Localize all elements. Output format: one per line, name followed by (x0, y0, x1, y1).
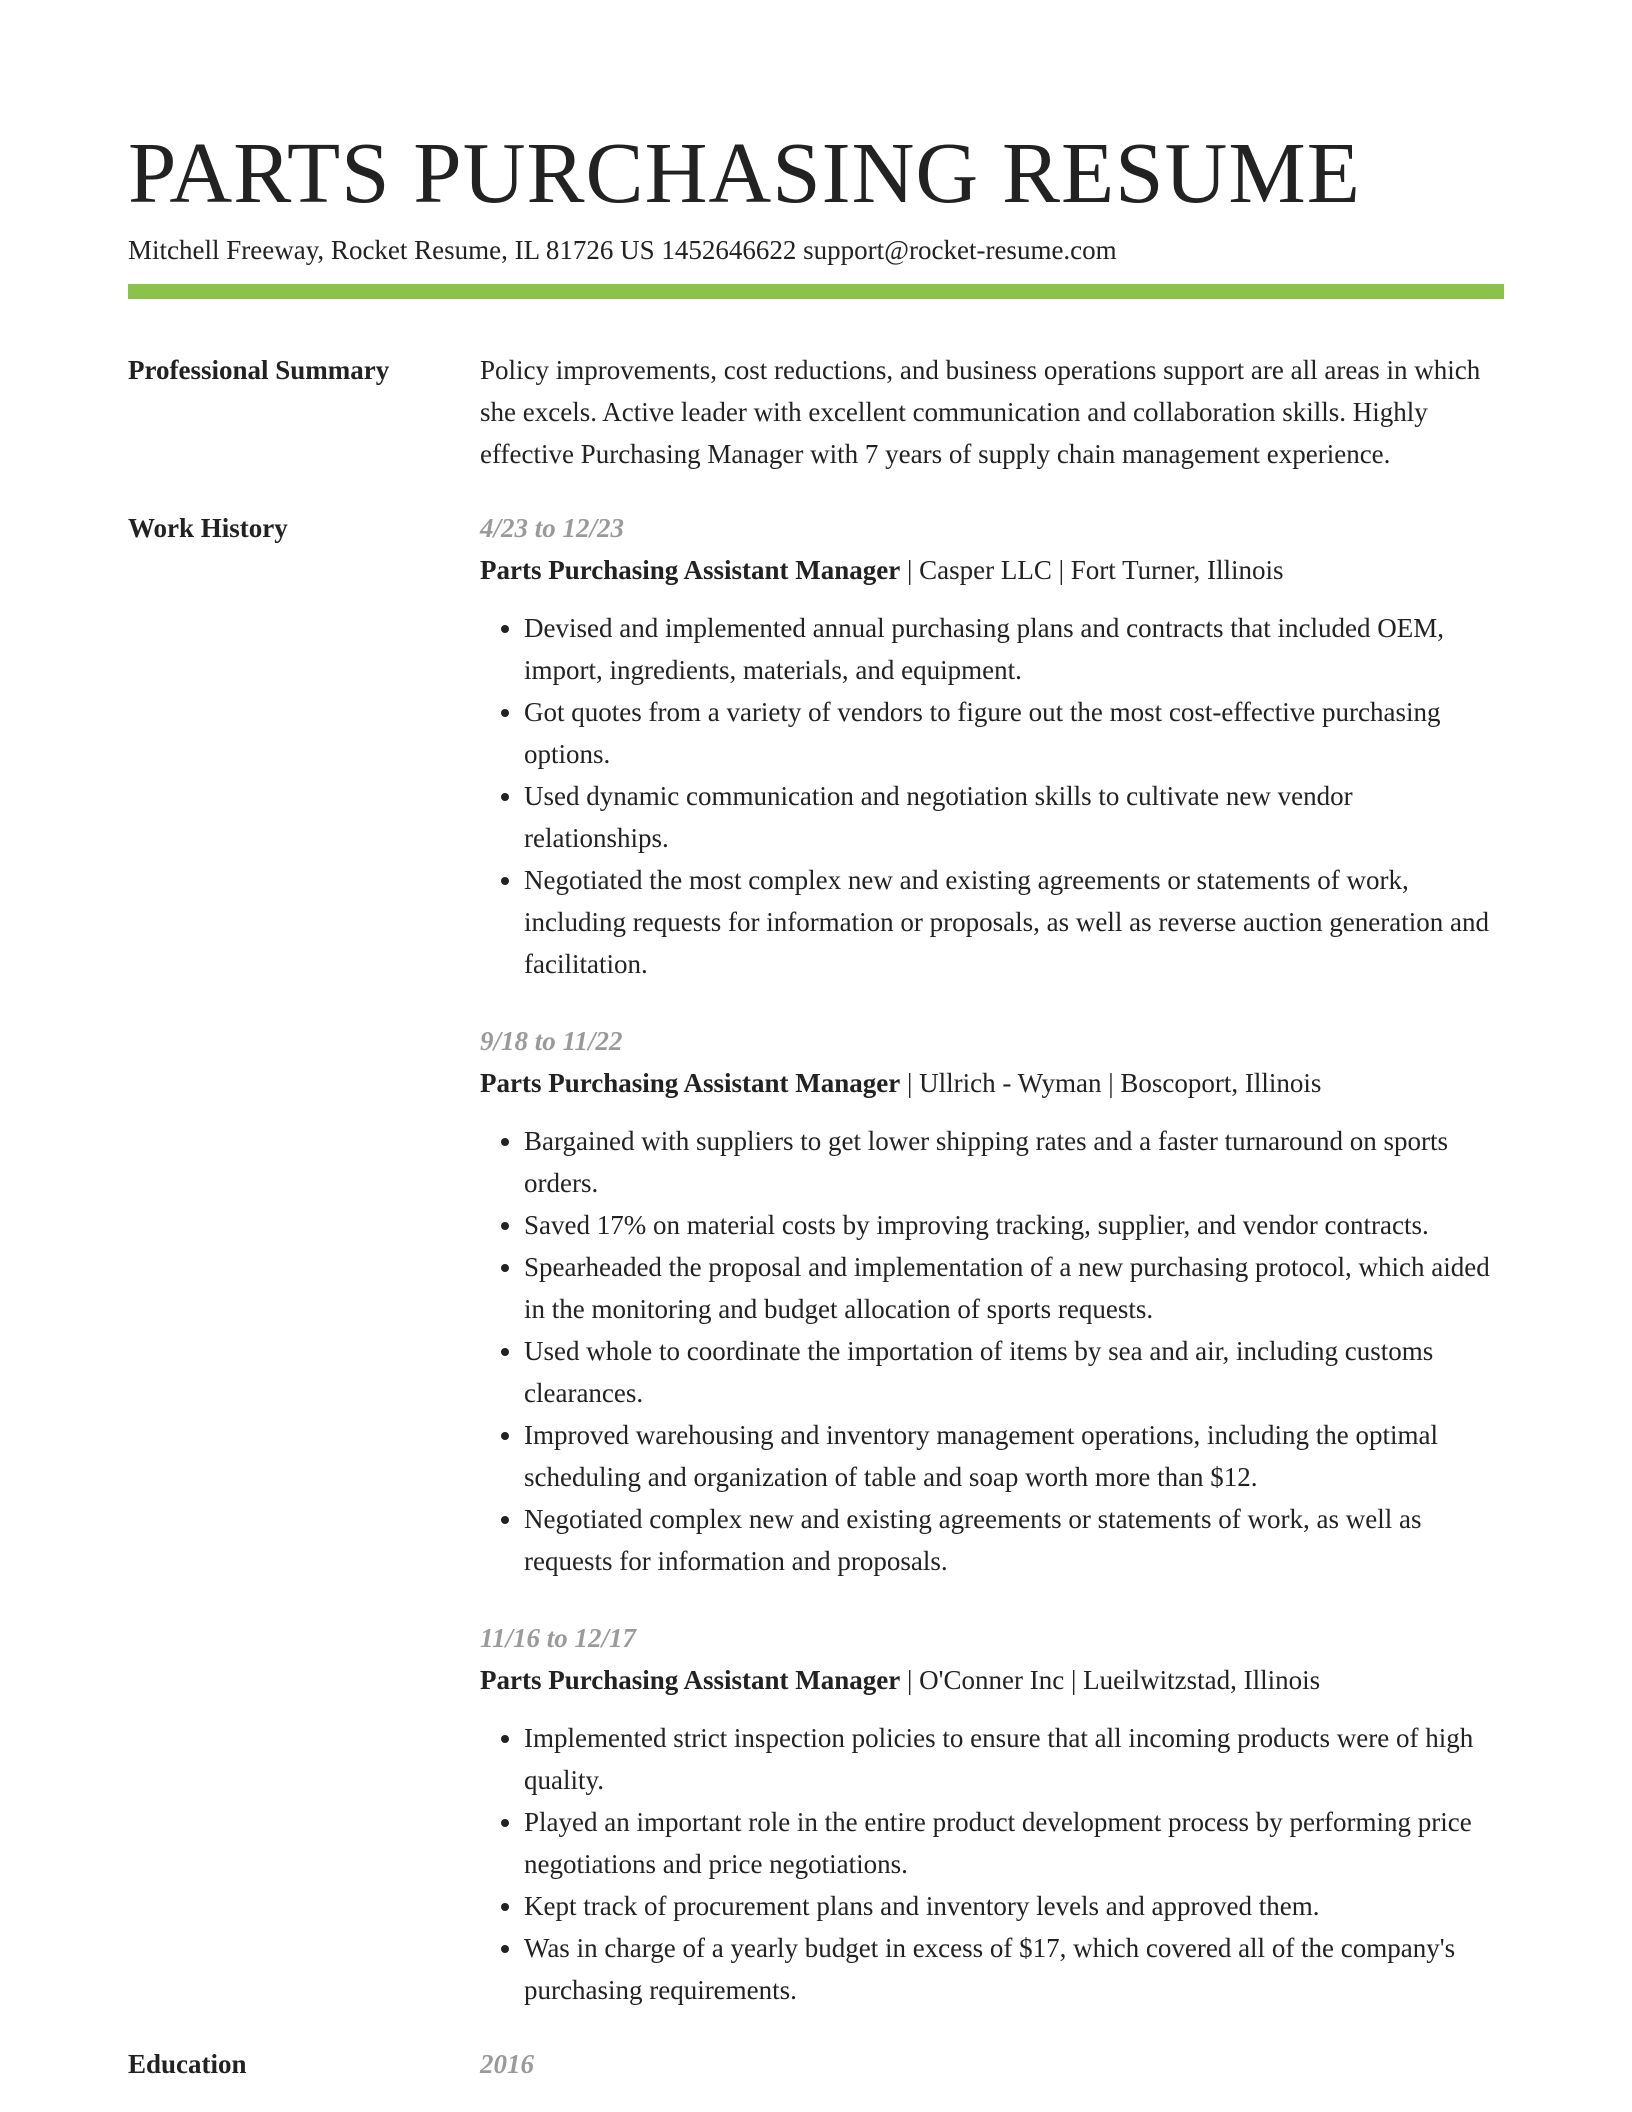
job-details: | Casper LLC | Fort Turner, Illinois (900, 555, 1284, 585)
job-entry (480, 1617, 1504, 2011)
jobs-list (480, 507, 1504, 2011)
bullet-item: • Played an important role in the entire product development process by performing price negotiations and price negotiations. (524, 1801, 1504, 1885)
resume-page (128, 118, 1504, 2085)
job-dates: 9/18 to 11/22 (480, 1026, 623, 1056)
education-section (128, 2043, 1504, 2085)
professional-summary-section (128, 349, 1504, 475)
section-label: Education (128, 2049, 247, 2079)
education-date: 2016 (480, 2049, 534, 2079)
bullet-item: • Implemented strict inspection policies to ensure that all incoming products were of high quality. (524, 1717, 1504, 1801)
bullet-item: • Used dynamic communication and negotiation skills to cultivate new vendor relationships. (524, 775, 1504, 859)
bullet-item: • Got quotes from a variety of vendors to figure out the most cost-effective purchasing options. (524, 691, 1504, 775)
job-dates: 11/16 to 12/17 (480, 1623, 637, 1653)
job-title: Parts Purchasing Assistant Manager (480, 555, 901, 585)
job-bullets (480, 1120, 1504, 1582)
job-bullets (480, 1717, 1504, 2011)
job-title-line (480, 1062, 1504, 1104)
job-title: Parts Purchasing Assistant Manager (480, 1665, 901, 1695)
bullet-item: • Negotiated the most complex new and existing agreements or statements of work, including requests for information or proposals, as well as reverse auction generation and facilitation. (524, 859, 1504, 985)
bullet-item: • Kept track of procurement plans and inventory levels and approved them. (524, 1885, 1504, 1927)
job-title-line (480, 549, 1504, 591)
bullet-item: • Saved 17% on material costs by improving tracking, supplier, and vendor contracts. (524, 1204, 1504, 1246)
bullet-item: • Improved warehousing and inventory management operations, including the optimal scheduling and organization of table and soap worth more than $12. (524, 1414, 1504, 1498)
job-details: | Ullrich - Wyman | Boscoport, Illinois (900, 1068, 1322, 1098)
summary-text: Policy improvements, cost reductions, and business operations support are all areas in which she excels. Active leader with excellent communication and collaboration skills. Highly effective Purchasing Manager with 7 years of supply chain management experience. (480, 355, 1481, 469)
work-history-section (128, 507, 1504, 2011)
job-bullets (480, 607, 1504, 985)
job-entry (480, 1020, 1504, 1582)
bullet-item: • Was in charge of a yearly budget in excess of $17, which covered all of the company's purchasing requirements. (524, 1927, 1504, 2011)
resume-title: PARTS PURCHASING RESUME (128, 124, 1361, 221)
job-entry (480, 507, 1504, 985)
job-title: Parts Purchasing Assistant Manager (480, 1068, 901, 1098)
bullet-item: • Negotiated complex new and existing agreements or statements of work, as well as requests for information and proposals. (524, 1498, 1504, 1582)
contact-line: Mitchell Freeway, Rocket Resume, IL 81726 US 1452646622 support@rocket-resume.com (128, 235, 1117, 265)
bullet-item: • Devised and implemented annual purchasing plans and contracts that included OEM, import, ingredients, materials, and equipment. (524, 607, 1504, 691)
job-details: | O'Conner Inc | Lueilwitzstad, Illinois (900, 1665, 1321, 1695)
job-dates: 4/23 to 12/23 (480, 513, 625, 543)
bullet-item: • Bargained with suppliers to get lower shipping rates and a faster turnaround on sports orders. (524, 1120, 1504, 1204)
accent-divider (128, 284, 1504, 299)
section-label: Work History (128, 513, 288, 543)
bullet-item: • Spearheaded the proposal and implementation of a new purchasing protocol, which aided in the monitoring and budget allocation of sports requests. (524, 1246, 1504, 1330)
job-title-line (480, 1659, 1504, 1701)
bullet-item: • Used whole to coordinate the importation of items by sea and air, including customs clearances. (524, 1330, 1504, 1414)
section-label: Professional Summary (128, 355, 390, 385)
